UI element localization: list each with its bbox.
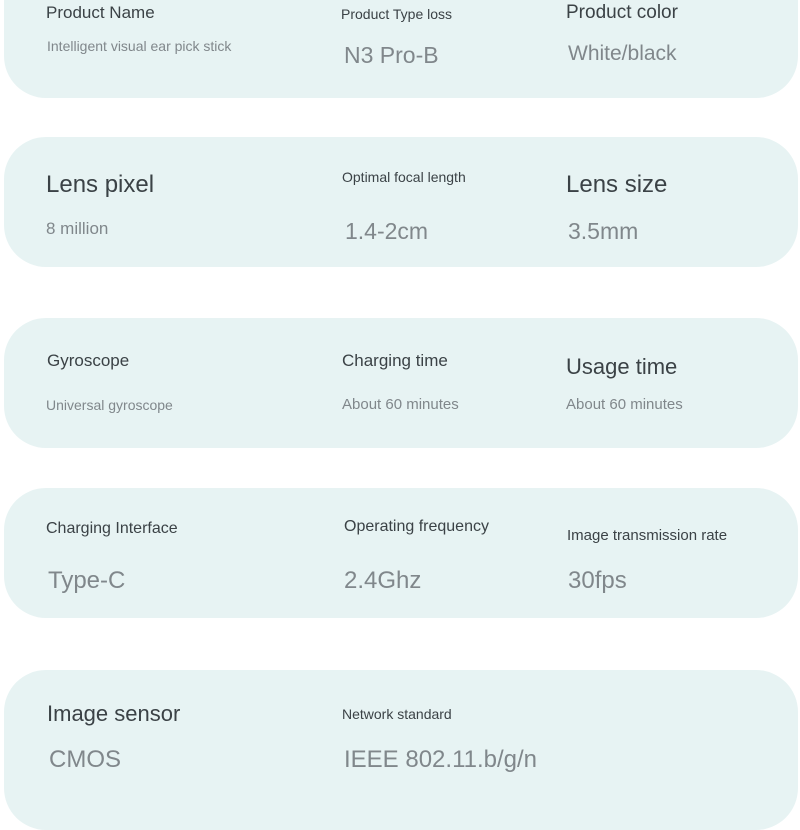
- spec-value-lens-pixel: 8 million: [46, 219, 109, 238]
- spec-value-charging-time: About 60 minutes: [342, 396, 459, 413]
- spec-card-lens: [4, 137, 798, 267]
- spec-value-lens-size: 3.5mm: [568, 218, 639, 244]
- spec-value-focal-length: 1.4-2cm: [345, 218, 429, 244]
- spec-label-gyroscope: Gyroscope: [47, 351, 130, 370]
- spec-card-power: [4, 318, 798, 448]
- spec-label-charging-interface: Charging Interface: [46, 520, 178, 537]
- spec-label-image-sensor: Image sensor: [47, 701, 181, 726]
- spec-label-network-standard: Network standard: [342, 706, 452, 722]
- spec-label-product-name: Product Name: [46, 3, 155, 22]
- spec-value-usage-time: About 60 minutes: [566, 396, 683, 413]
- spec-label-charging-time: Charging time: [342, 351, 448, 370]
- spec-label-usage-time: Usage time: [566, 354, 678, 379]
- spec-label-lens-size: Lens size: [566, 171, 668, 198]
- spec-value-product-type: N3 Pro-B: [344, 42, 439, 68]
- spec-label-focal-length: Optimal focal length: [342, 169, 466, 185]
- spec-label-transmission-rate: Image transmission rate: [567, 527, 728, 544]
- spec-value-product-color: White/black: [568, 42, 677, 65]
- spec-card-connectivity: [4, 488, 798, 618]
- spec-label-product-type: Product Type loss: [341, 6, 453, 22]
- spec-value-operating-frequency: 2.4Ghz: [344, 567, 422, 594]
- spec-value-product-name: Intelligent visual ear pick stick: [47, 38, 232, 54]
- spec-value-gyroscope: Universal gyroscope: [46, 397, 173, 413]
- spec-label-operating-frequency: Operating frequency: [344, 518, 489, 535]
- spec-value-transmission-rate: 30fps: [568, 567, 627, 594]
- spec-label-product-color: Product color: [566, 2, 678, 23]
- spec-label-lens-pixel: Lens pixel: [46, 171, 155, 198]
- spec-value-charging-interface: Type-C: [48, 567, 126, 594]
- spec-value-network-standard: IEEE 802.11.b/g/n: [344, 746, 538, 773]
- spec-value-image-sensor: CMOS: [49, 746, 121, 773]
